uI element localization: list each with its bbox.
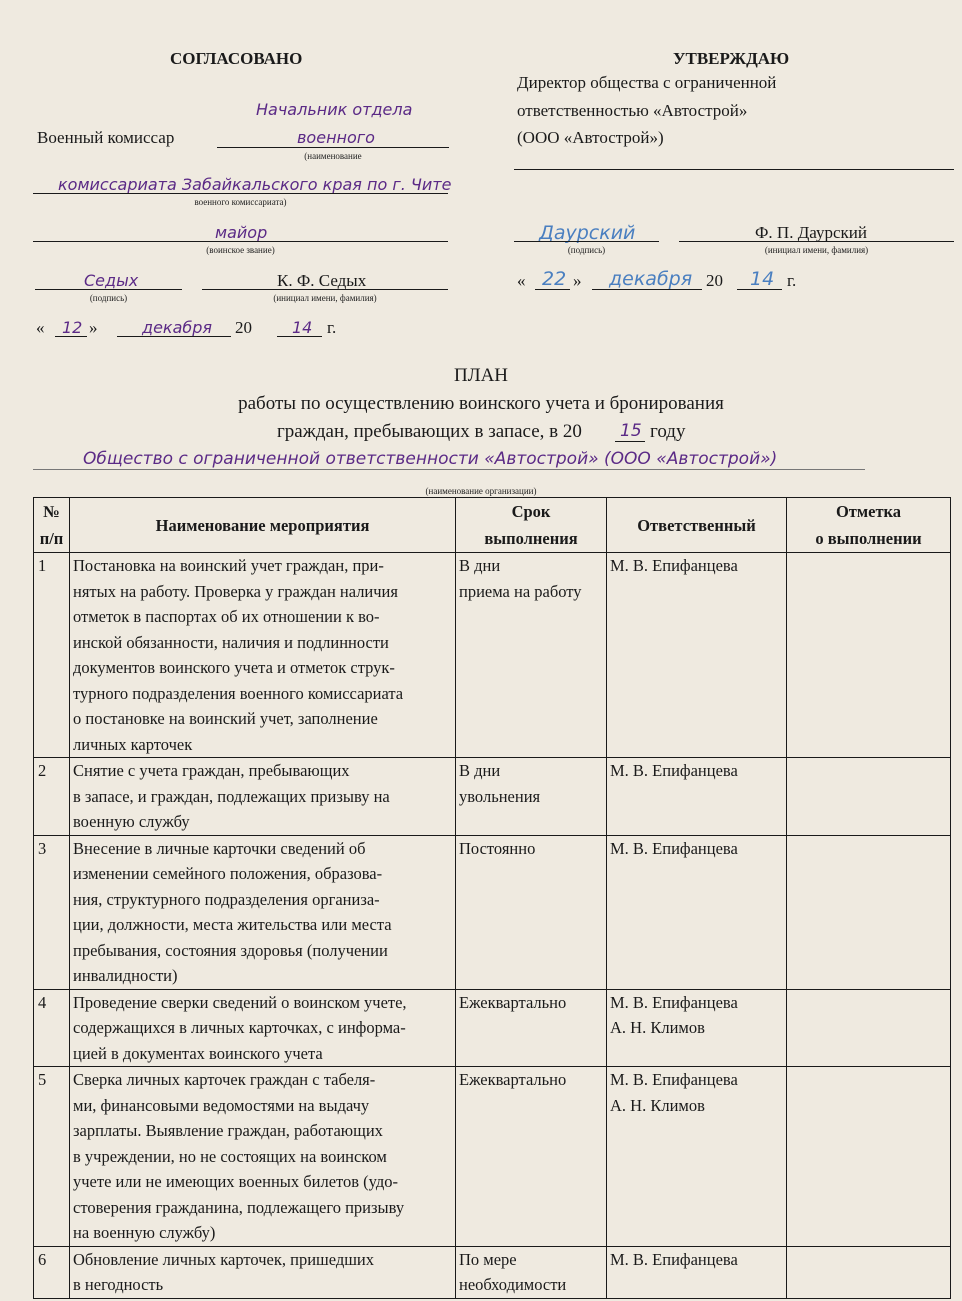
cell-term [456, 989, 607, 1067]
left-date-day: 12 [62, 318, 83, 337]
term-text-line: Ежеквартально [459, 992, 567, 1012]
right-heading: УТВЕРЖДАЮ [673, 49, 790, 68]
term-text-line: необходимости [459, 1275, 567, 1294]
event-text-line: цией в документах воинского учета [73, 1043, 323, 1063]
term-text-line: Ежеквартально [459, 1070, 567, 1089]
term-text-line: В дни [459, 761, 501, 780]
left-heading: СОГЛАСОВАНО [170, 49, 303, 68]
caption-left-name: (инициал имени, фамилия) [273, 293, 377, 303]
organization-underline [33, 469, 865, 470]
responsible-name: М. В. Епифанцева [610, 761, 738, 780]
organization-handwritten: Общество с ограниченной ответственности «Автострой» (ООО «Автострой») [83, 449, 778, 469]
event-text-line: Сверка личных карточек граждан с табеля- [73, 1070, 376, 1089]
cell-event [70, 1246, 456, 1298]
right-date-open-quote: « [517, 271, 526, 290]
caption-rank: (воинское звание) [206, 245, 275, 255]
event-text-line: инской обязанности, наличия и подлинности [73, 632, 389, 652]
left-date-open-quote: « [36, 318, 45, 337]
event-text-line: о постановке на воинский учет, заполнение [73, 709, 378, 728]
position-underline [217, 147, 449, 148]
event-text-line: в негодность [73, 1275, 164, 1294]
cell-responsible [607, 553, 787, 758]
plan-subtitle-line1: работы по осуществлению воинского учета и бронирования [238, 393, 724, 414]
term-text-line: приема на работу [459, 581, 582, 601]
left-signature-underline [35, 289, 182, 290]
left-signature-handwritten: Седых [84, 271, 139, 290]
event-text-line: Проведение сверки сведений о воинском учете, [73, 992, 407, 1012]
event-text-line: зарплаты. Выявление граждан, работающих [73, 1121, 383, 1140]
responsible-name: М. В. Епифанцева [610, 1249, 738, 1269]
header-term [456, 498, 607, 553]
position-handwritten-line2: военного [297, 128, 375, 147]
right-date-close-quote: » [573, 271, 582, 290]
cell-responsible [607, 1067, 787, 1247]
event-text-line: военную службу [73, 812, 190, 831]
left-date-year-underline [277, 336, 322, 337]
rank-underline [33, 241, 448, 242]
right-date-month-underline [592, 289, 702, 290]
event-text-line: Снятие с учета граждан, пребывающих [73, 761, 350, 780]
cell-responsible [607, 1246, 787, 1298]
event-text-line: ми, финансовыми ведомостями на выдачу [73, 1095, 370, 1115]
responsible-name: М. В. Епифанцева [610, 556, 738, 575]
approver-line1: Директор общества с ограниченной [517, 73, 777, 92]
event-text-line: содержащихся в личных карточках, с информа- [73, 1018, 406, 1037]
right-date-month: декабря [609, 268, 693, 290]
cell-term [456, 1246, 607, 1298]
right-date-day: 22 [542, 268, 567, 290]
table-row [34, 989, 951, 1067]
cell-event [70, 758, 456, 836]
cell-responsible [607, 758, 787, 836]
cell-term [456, 553, 607, 758]
right-date-year-underline [737, 289, 782, 290]
header-num [34, 498, 70, 553]
header-event: Наименование мероприятия [70, 498, 456, 553]
caption-right-signature: (подпись) [567, 245, 606, 255]
header-responsible: Ответственный [607, 498, 787, 553]
header-num-line2: п/п [39, 529, 64, 548]
left-date-month: декабря [142, 318, 213, 337]
responsible-name: М. В. Епифанцева [610, 992, 738, 1012]
event-text-line: документов воинского учета и отметок струк- [73, 658, 395, 677]
commissariat-handwritten: комиссариата Забайкальского края по г. Чите [58, 175, 452, 194]
cell-num: 6 [34, 1246, 70, 1298]
plan-subtitle-line2-prefix: граждан, пребывающих в запасе, в 20 [277, 421, 582, 442]
caption-commissariat: военного комиссариата) [194, 197, 287, 207]
cell-num: 1 [34, 553, 70, 758]
event-text-line: отметок в паспортах об их отношении к во- [73, 607, 380, 626]
cell-mark [787, 1067, 951, 1247]
right-signer-name: Ф. П. Даурский [755, 223, 867, 242]
event-text-line: Обновление личных карточек, пришедших [73, 1249, 375, 1269]
table-row [34, 1246, 951, 1298]
cell-mark [787, 758, 951, 836]
responsible-name: А. Н. Климов [610, 1018, 705, 1037]
cell-event [70, 553, 456, 758]
cell-responsible [607, 835, 787, 989]
event-text-line: личных карточек [73, 734, 193, 754]
event-text-line: Постановка на воинский учет граждан, при- [73, 556, 384, 575]
caption-left-signature: (подпись) [89, 293, 128, 303]
cell-mark [787, 553, 951, 758]
cell-event [70, 835, 456, 989]
event-text-line: инвалидности) [73, 966, 178, 985]
header-term-line2: выполнения [484, 529, 578, 548]
approver-blank-line [514, 169, 954, 170]
approver-line2: ответственностью «Автострой» [517, 101, 748, 120]
term-text-line: Постоянно [459, 838, 536, 858]
plan-subtitle-line2-suffix: году [650, 421, 686, 442]
event-text-line: изменении семейного положения, образова- [73, 864, 383, 883]
commissariat-underline [33, 193, 448, 194]
caption-name: (наименование [304, 151, 362, 161]
event-text-line: Внесение в личные карточки сведений об [73, 838, 366, 858]
header-mark-line1: Отметка [835, 502, 902, 521]
cell-mark [787, 835, 951, 989]
header-mark [787, 498, 951, 553]
table-row [34, 1067, 951, 1247]
left-date-suffix: г. [327, 318, 337, 337]
left-signer-name: К. Ф. Седых [277, 271, 367, 290]
table-header-row [34, 498, 951, 553]
responsible-name: М. В. Епифанцева [610, 1070, 738, 1089]
right-date-day-underline [535, 289, 570, 290]
table-row [34, 553, 951, 758]
cell-num: 3 [34, 835, 70, 989]
header-num-line1: № [43, 502, 60, 521]
left-date-day-underline [55, 336, 87, 337]
event-text-line: пребывания, состояния здоровья (получении [73, 940, 388, 960]
header-mark-line2: о выполнении [815, 529, 922, 548]
plan-year-underline [615, 441, 645, 442]
event-text-line: нятых на работу. Проверка у граждан наличия [73, 581, 398, 601]
right-date-suffix: г. [787, 271, 797, 290]
event-text-line: стоверения гражданина, подлежащего призыву [73, 1197, 405, 1217]
cell-term [456, 1067, 607, 1247]
event-text-line: турного подразделения военного комиссариата [73, 683, 404, 703]
position-handwritten-line1: Начальник отдела [256, 100, 413, 119]
cell-mark [787, 989, 951, 1067]
plan-year-handwritten: 15 [620, 421, 642, 441]
term-text-line: увольнения [459, 786, 541, 806]
cell-event [70, 1067, 456, 1247]
right-date-century: 20 [706, 271, 723, 290]
left-date-century: 20 [235, 318, 252, 337]
cell-event [70, 989, 456, 1067]
caption-organization: (наименование организации) [425, 486, 537, 496]
term-text-line: По мере [459, 1249, 517, 1269]
plan-table [33, 497, 951, 1299]
table-row [34, 835, 951, 989]
cell-num: 2 [34, 758, 70, 836]
cell-num: 5 [34, 1067, 70, 1247]
cell-term [456, 758, 607, 836]
event-text-line: на военную службу) [73, 1223, 216, 1242]
event-text-line: ния, структурного подразделения организа- [73, 889, 380, 909]
event-text-line: учете или не имеющих военных билетов (удо- [73, 1172, 399, 1191]
event-text-line: в учреждении, но не состоящих на воинском [73, 1146, 387, 1166]
approver-line3: (ООО «Автострой») [517, 128, 664, 147]
right-signature-underline [514, 241, 659, 242]
event-text-line: ции, должности, места жительства или места [73, 915, 392, 934]
responsible-name: А. Н. Климов [610, 1095, 705, 1115]
responsible-name: М. В. Епифанцева [610, 838, 738, 858]
cell-mark [787, 1246, 951, 1298]
event-text-line: в запасе, и граждан, подлежащих призыву на [73, 786, 390, 806]
header-term-line1: Срок [511, 502, 551, 521]
left-name-underline [202, 289, 448, 290]
left-date-year: 14 [292, 318, 313, 337]
right-name-underline [679, 241, 954, 242]
cell-term [456, 835, 607, 989]
right-date-year: 14 [750, 268, 775, 290]
position-label: Военный комиссар [37, 128, 175, 147]
left-date-month-underline [117, 336, 231, 337]
table-row [34, 758, 951, 836]
caption-right-name: (инициал имени, фамилия) [764, 245, 869, 255]
cell-num: 4 [34, 989, 70, 1067]
right-signature-handwritten: Даурский [539, 222, 636, 244]
cell-responsible [607, 989, 787, 1067]
left-date-close-quote: » [89, 318, 98, 337]
plan-title: ПЛАН [453, 365, 509, 386]
term-text-line: В дни [459, 556, 501, 575]
rank-handwritten: майор [215, 223, 268, 242]
